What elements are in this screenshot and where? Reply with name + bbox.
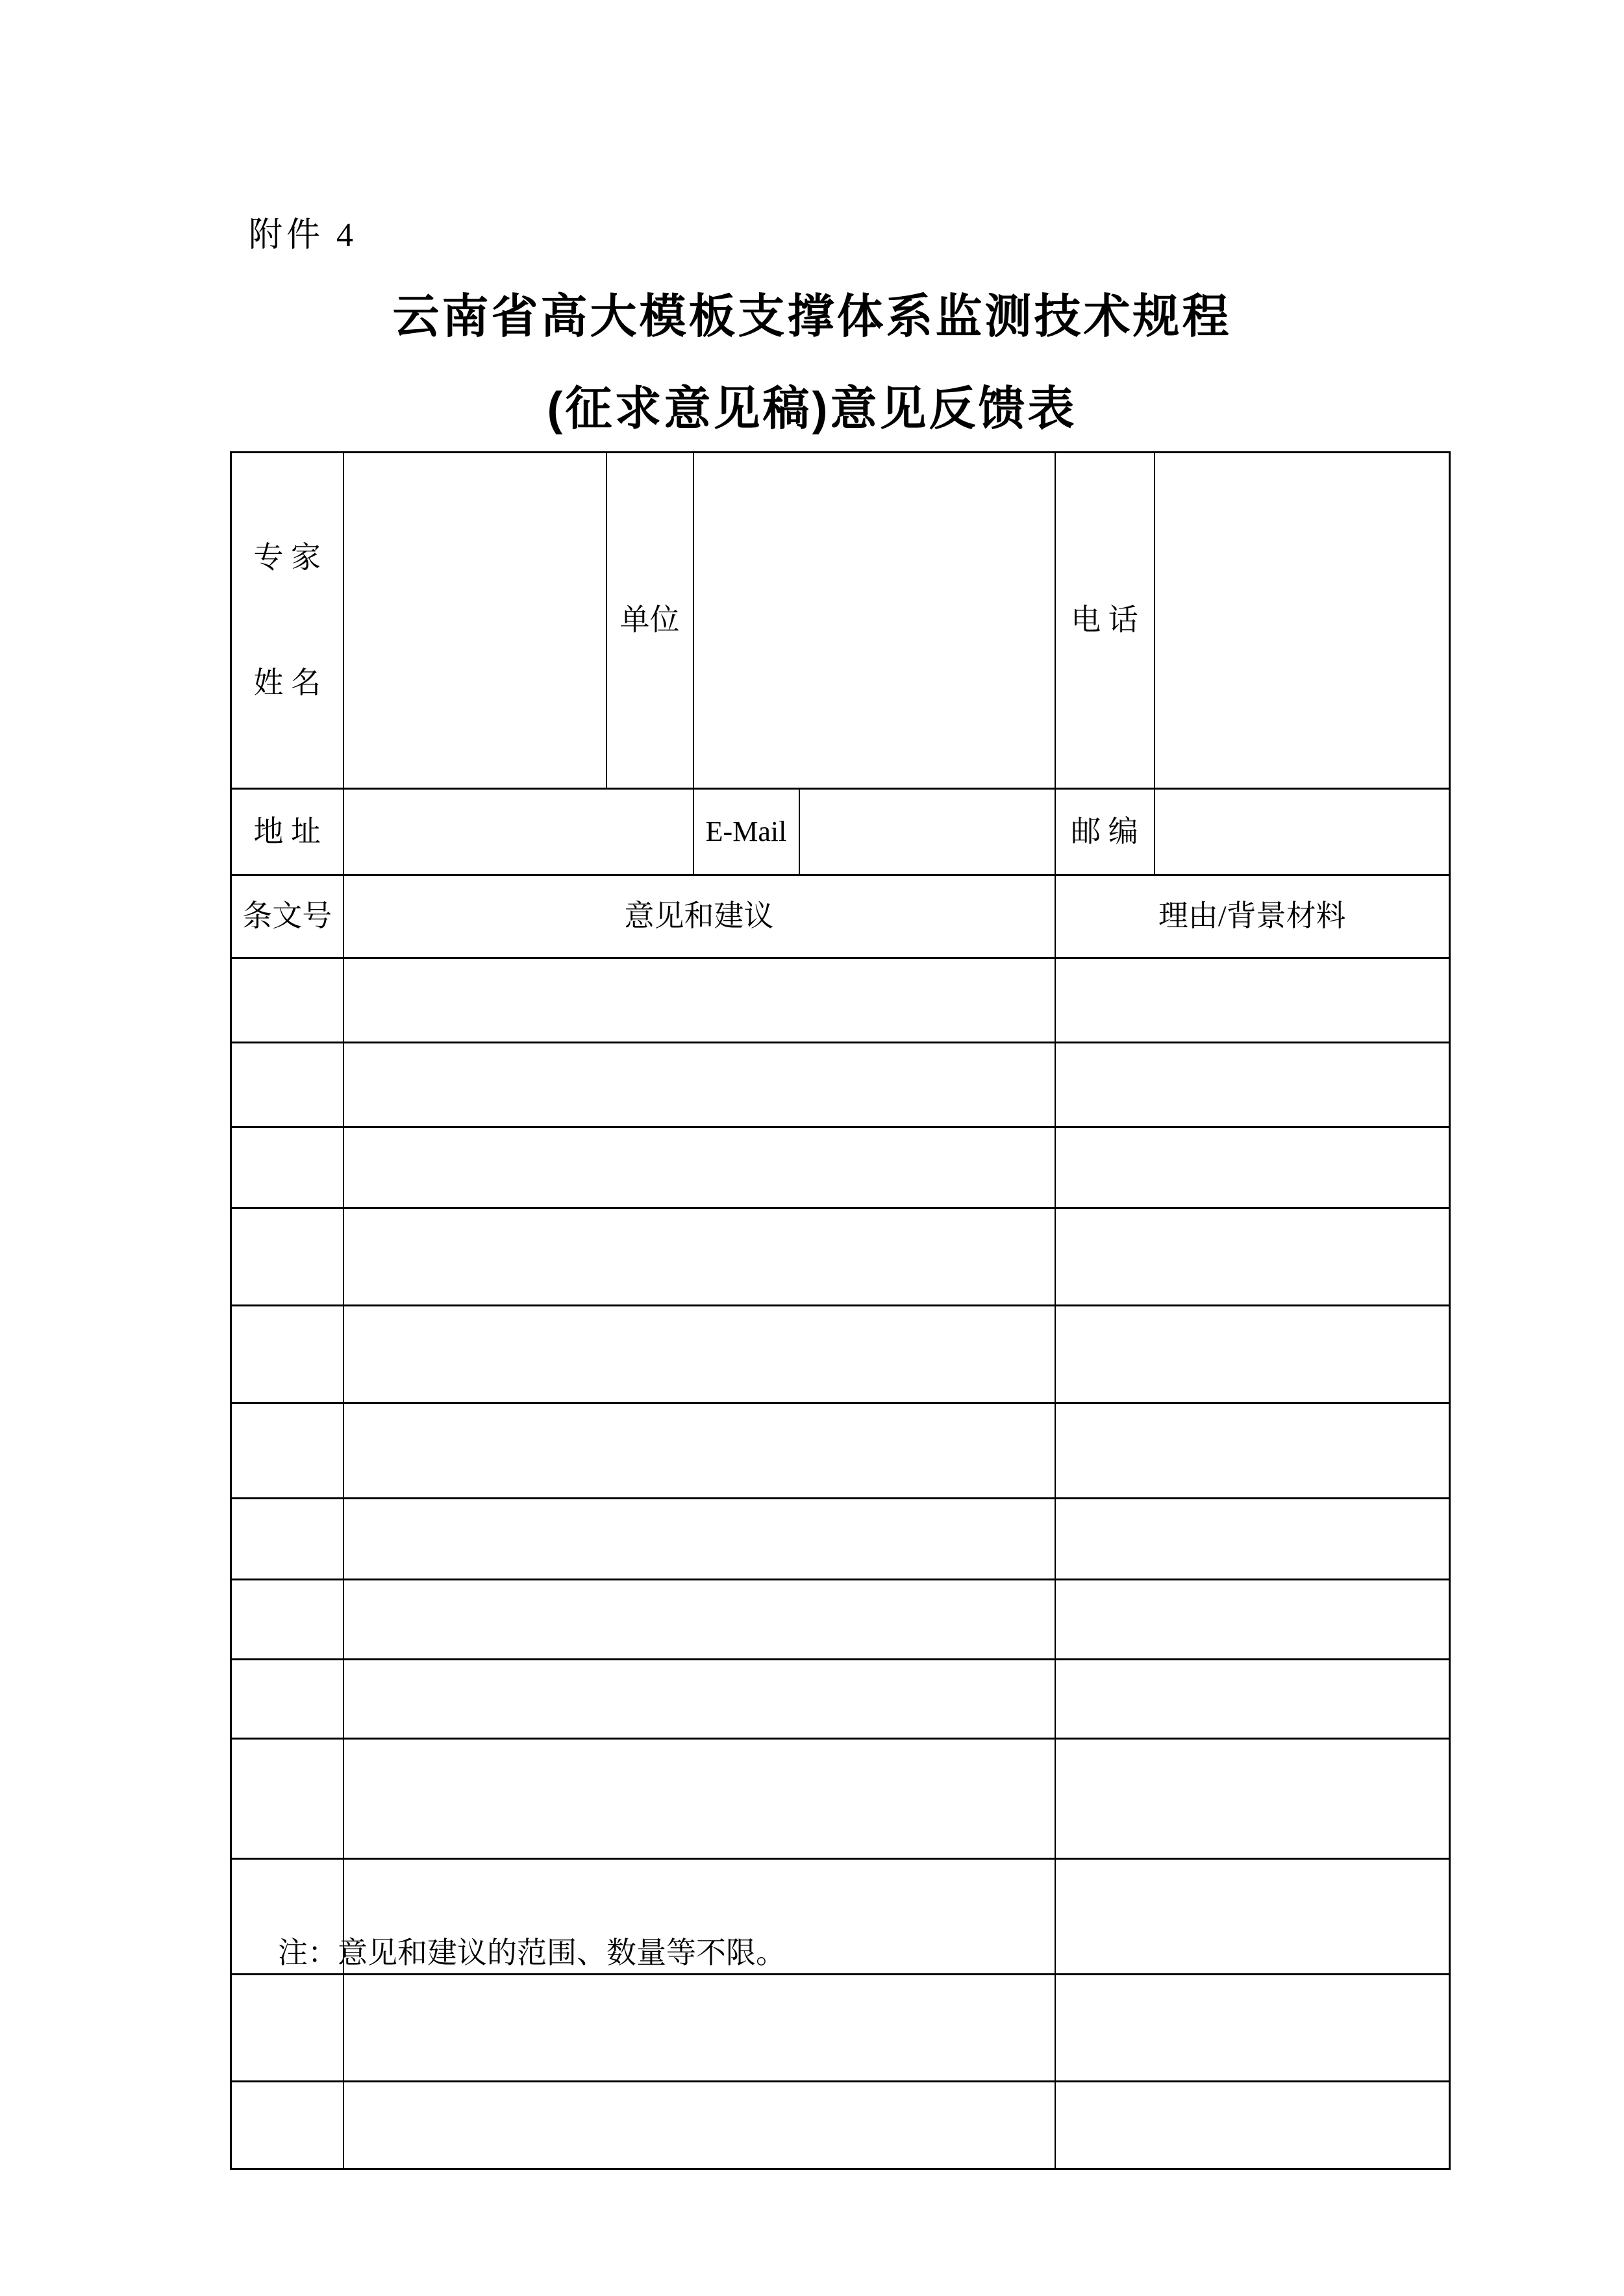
- article-no-cell[interactable]: [231, 1499, 344, 1580]
- phone-input[interactable]: [1155, 453, 1450, 789]
- feedback-row: [231, 1306, 1450, 1403]
- feedback-row: [231, 1499, 1450, 1580]
- address-label: 地 址: [231, 789, 344, 875]
- article-no-cell[interactable]: [231, 1127, 344, 1208]
- comment-cell[interactable]: [344, 2082, 1055, 2169]
- email-label: E-Mail: [693, 789, 799, 875]
- reason-cell[interactable]: [1055, 1306, 1450, 1403]
- feedback-row: [231, 2082, 1450, 2169]
- attachment-label: 附件 4: [249, 217, 358, 254]
- comment-cell[interactable]: [344, 1975, 1055, 2082]
- comment-cell[interactable]: [344, 1043, 1055, 1127]
- reason-cell[interactable]: [1055, 1580, 1450, 1660]
- address-input[interactable]: [344, 789, 693, 875]
- expert-name-label: [231, 453, 344, 789]
- comment-cell[interactable]: [344, 1403, 1055, 1499]
- feedback-row: [231, 958, 1450, 1043]
- feedback-row: [231, 1043, 1450, 1127]
- comment-cell[interactable]: [344, 958, 1055, 1043]
- comment-cell[interactable]: [344, 1208, 1055, 1306]
- reason-cell[interactable]: [1055, 1208, 1450, 1306]
- article-no-header: 条文号: [231, 875, 344, 958]
- feedback-row: [231, 1580, 1450, 1660]
- article-no-cell[interactable]: [231, 1739, 344, 1859]
- comment-cell[interactable]: [344, 1580, 1055, 1660]
- article-no-cell[interactable]: [231, 1660, 344, 1739]
- comment-cell[interactable]: [344, 1306, 1055, 1403]
- expert-name-label-line1: 专 家: [253, 540, 321, 574]
- feedback-row: [231, 1208, 1450, 1306]
- document-title-line2: (征求意见稿)意见反馈表: [547, 383, 1077, 435]
- reason-cell[interactable]: [1055, 1043, 1450, 1127]
- reason-cell[interactable]: [1055, 1660, 1450, 1739]
- reason-cell[interactable]: [1055, 1739, 1450, 1859]
- unit-label: 单位: [606, 453, 693, 789]
- feedback-row: [231, 1975, 1450, 2082]
- comments-header: 意见和建议: [344, 875, 1055, 958]
- feedback-form-table: [230, 451, 1451, 2170]
- form-row-address: [231, 789, 1450, 875]
- reason-cell[interactable]: [1055, 1127, 1450, 1208]
- article-no-cell[interactable]: [231, 1306, 344, 1403]
- unit-input[interactable]: [693, 453, 1055, 789]
- postcode-input[interactable]: [1155, 789, 1450, 875]
- phone-label: 电 话: [1055, 453, 1155, 789]
- reason-cell[interactable]: [1055, 1975, 1450, 2082]
- comment-cell[interactable]: [344, 1660, 1055, 1739]
- email-input[interactable]: [799, 789, 1055, 875]
- comment-cell[interactable]: [344, 1127, 1055, 1208]
- reason-cell[interactable]: [1055, 1403, 1450, 1499]
- article-no-cell[interactable]: [231, 2082, 344, 2169]
- article-no-cell[interactable]: [231, 1043, 344, 1127]
- article-no-cell[interactable]: [231, 1208, 344, 1306]
- feedback-row: [231, 1660, 1450, 1739]
- reason-cell[interactable]: [1055, 2082, 1450, 2169]
- expert-name-input[interactable]: [344, 453, 606, 789]
- feedback-row: [231, 1403, 1450, 1499]
- footnote: 注：意见和建议的范围、数量等不限。: [278, 1936, 786, 1969]
- feedback-row: [231, 1739, 1450, 1859]
- article-no-cell[interactable]: [231, 1975, 344, 2082]
- reason-cell[interactable]: [1055, 1859, 1450, 1975]
- article-no-cell[interactable]: [231, 958, 344, 1043]
- reason-header: 理由/背景材料: [1055, 875, 1450, 958]
- form-row-expert: [231, 453, 1450, 789]
- feedback-row: [231, 1127, 1450, 1208]
- comment-cell[interactable]: [344, 1739, 1055, 1859]
- article-no-cell[interactable]: [231, 1403, 344, 1499]
- reason-cell[interactable]: [1055, 958, 1450, 1043]
- expert-name-label-line2: 姓 名: [253, 666, 321, 699]
- article-no-cell[interactable]: [231, 1580, 344, 1660]
- reason-cell[interactable]: [1055, 1499, 1450, 1580]
- table-header-row: [231, 875, 1450, 958]
- postcode-label: 邮 编: [1055, 789, 1155, 875]
- document-title-line1: 云南省高大模板支撑体系监测技术规程: [392, 291, 1232, 343]
- comment-cell[interactable]: [344, 1499, 1055, 1580]
